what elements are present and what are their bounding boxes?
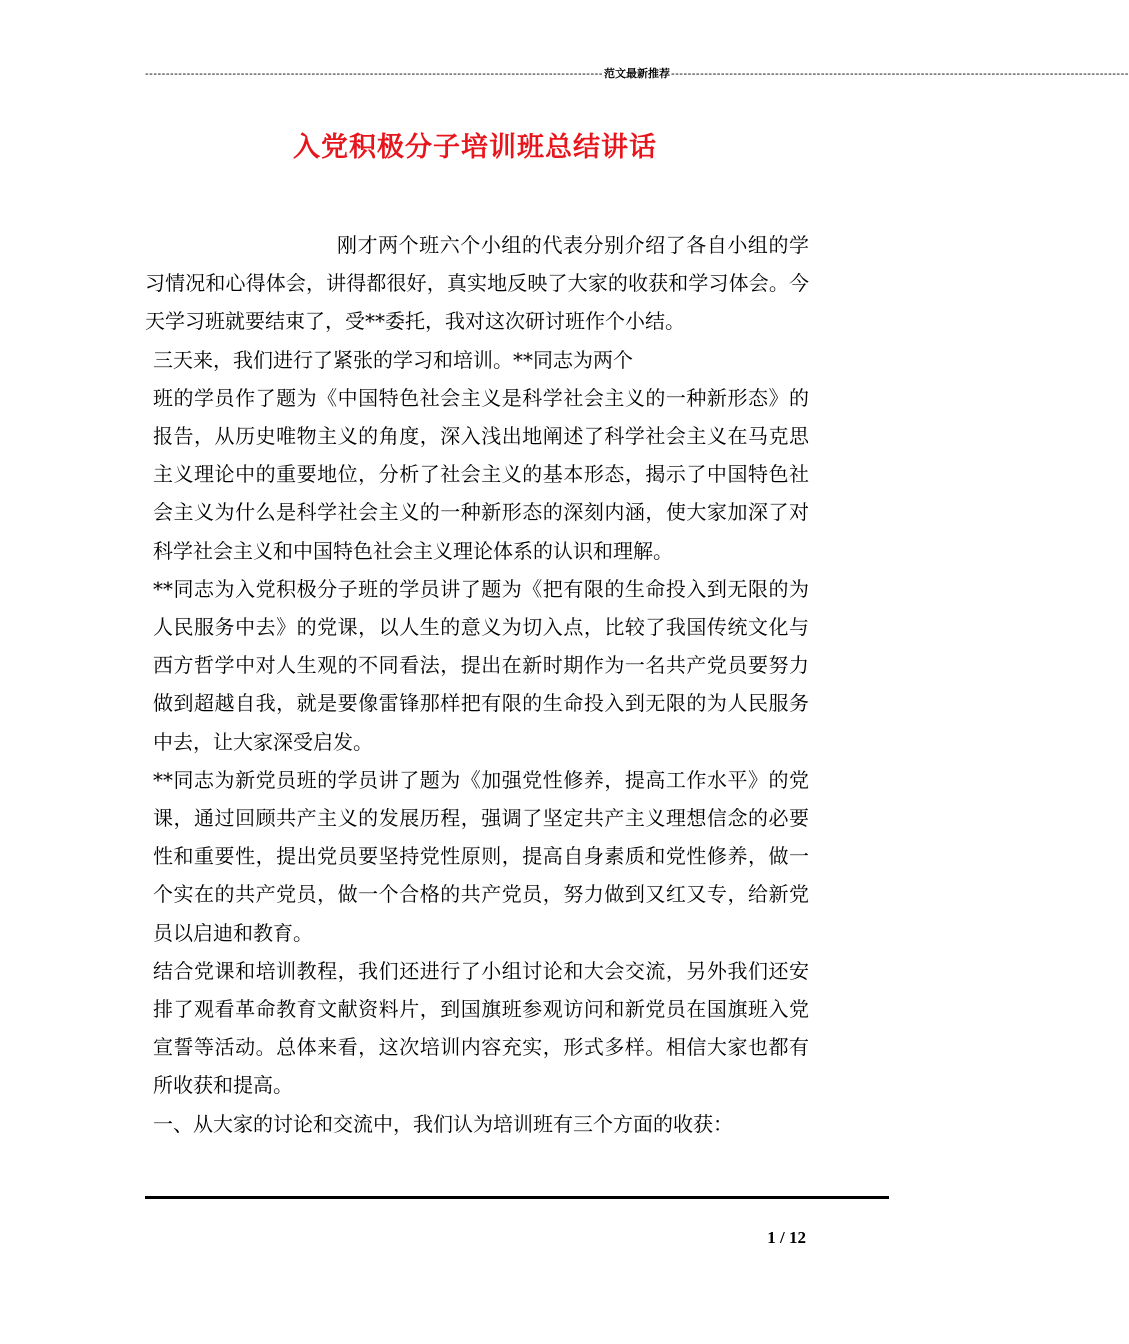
body-paragraph: 刚才两个班六个小组的代表分别介绍了各自小组的学习情况和心得体会，讲得都很好，真实地反映了大家的收获和学习体会。今天学习班就要结束了，受**委托，我对这次研讨班作个小结。 bbox=[145, 233, 809, 334]
document-body bbox=[145, 226, 809, 1143]
body-paragraph: 三天来，我们进行了紧张的学习和培训。**同志为两个 bbox=[153, 347, 633, 372]
document-title: 入党积极分子培训班总结讲话 bbox=[293, 132, 657, 163]
header-label: 范文最新推荐 bbox=[603, 68, 670, 80]
body-paragraph: 一、从大家的讨论和交流中，我们认为培训班有三个方面的收获： bbox=[153, 1111, 733, 1136]
header-dashes-right: -------------------------------------------------------------------------------------------------------------- bbox=[670, 68, 1129, 80]
body-paragraph: **同志为新党员班的学员讲了题为《加强党性修养，提高工作水平》的党课，通过回顾共产主义的发展历程，强调了坚定共产主义理想信念的必要性和重要性，提出党员要坚持党性原则，提高自身素质和党性修养，做一个实在的共产党员，做一个合格的共产党员，努力做到又红又专，给新党员以启迪和教育。 bbox=[153, 767, 809, 945]
body-paragraph: 结合党课和培训教程，我们还进行了小组讨论和大会交流，另外我们还安排了观看革命教育文献资料片，到国旗班参观访问和新党员在国旗班入党宣誓等活动。总体来看，这次培训内容充实，形式多样。相信大家也都有所收获和提高。 bbox=[153, 958, 809, 1098]
body-paragraph: 班的学员作了题为《中国特色社会主义是科学社会主义的一种新形态》的报告，从历史唯物主义的角度，深入浅出地阐述了科学社会主义在马克思主义理论中的重要地位，分析了社会主义的基本形态，揭示了中国特色社会主义为什么是科学社会主义的一种新形态的深刻内涵，使大家加深了对科学社会主义和中国特色社会主义理论体系的认识和理解。 bbox=[153, 385, 809, 563]
header-dashes-left: -------------------------------------------------------------------------------------------------------------- bbox=[145, 68, 603, 80]
page-number: 1 / 12 bbox=[767, 1228, 806, 1247]
footer-rule bbox=[145, 1196, 889, 1199]
body-paragraph: **同志为入党积极分子班的学员讲了题为《把有限的生命投入到无限的为人民服务中去》的党课，以人生的意义为切入点，比较了我国传统文化与西方哲学中对人生观的不同看法，提出在新时期作为一名共产党员要努力做到超越自我，就是要像雷锋那样把有限的生命投入到无限的为人民服务中去，让大家深受启发。 bbox=[153, 576, 809, 754]
page-header bbox=[145, 66, 1129, 82]
